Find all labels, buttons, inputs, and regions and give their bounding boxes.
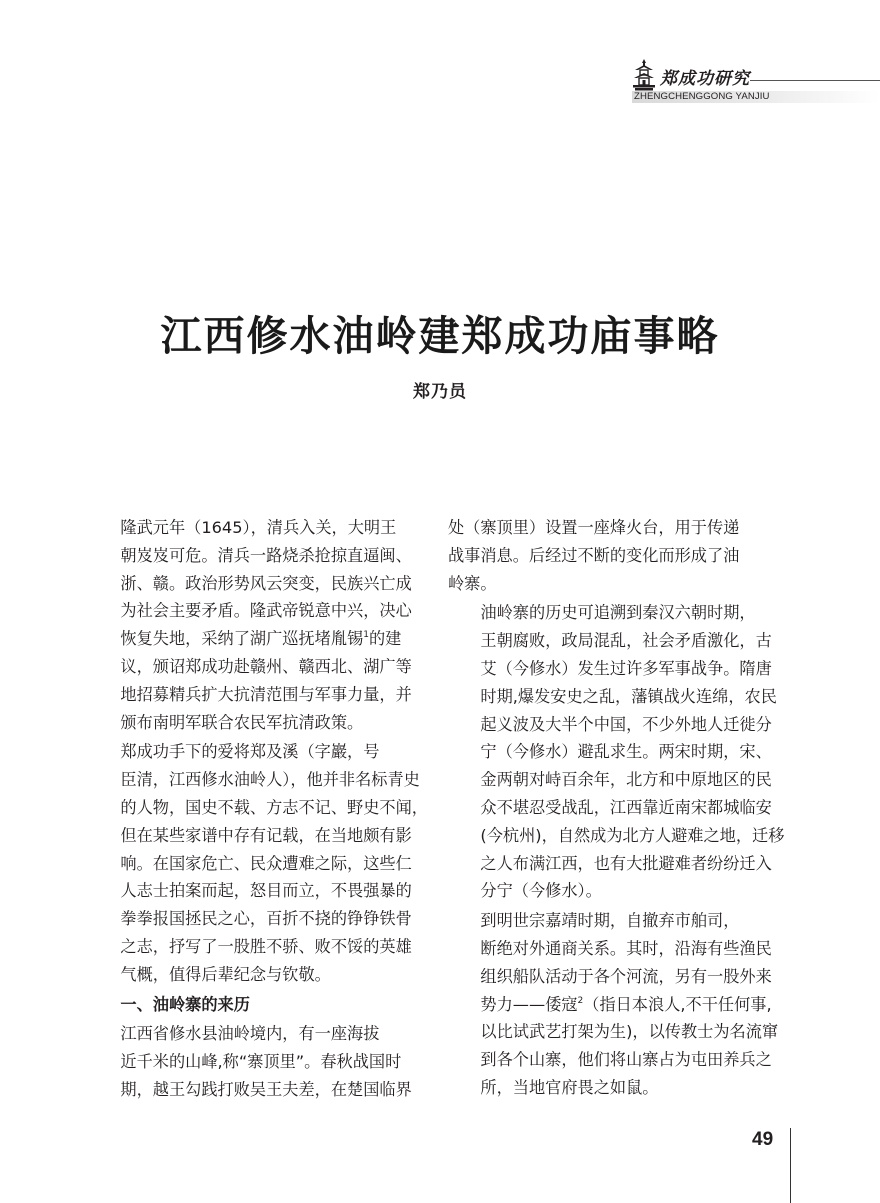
text-line: 气概，值得后辈纪念与钦敬。: [120, 964, 331, 984]
text-line: 处（寨顶里）设置一座烽火台，用于传递: [448, 518, 740, 537]
text-segment: 势力——倭寇: [480, 994, 578, 1014]
text-line: (今杭州)，自然成为北方人避难之地，迁移: [480, 825, 785, 845]
journal-title: 郑成功研究: [660, 69, 750, 89]
text-line: 地招募精兵扩大抗清范围与军事力量，并: [120, 684, 412, 704]
paragraph: [88, 1020, 434, 1103]
section-heading: 一、油岭寨的来历: [120, 994, 250, 1014]
text-segment: （指日本浪人,不干任何事,: [583, 994, 772, 1014]
text-line: 组织船队活动于各个河流，另有一股外来: [480, 966, 772, 986]
page-number-rule: [790, 1128, 791, 1203]
text-line: 臣清，江西修水油岭人），他并非名标青史: [120, 770, 420, 790]
text-line: 为社会主要矛盾。隆武帝锐意中兴，决心: [120, 601, 412, 621]
text-line: 起义波及大半个中国，不少外地人迁徙分: [480, 714, 772, 734]
text-line: 众不堪忍受战乱，江西靠近南宋都城临安: [480, 797, 772, 817]
text-line: 浙、赣。政治形势风云突变，民族兴亡成: [120, 573, 412, 593]
text-line: 到明世宗嘉靖时期，自撤弃市舶司，: [480, 911, 740, 931]
text-line: 分宁（今修水）。: [480, 881, 602, 901]
text-line: 以比试武艺打架为生)，以传教士为名流窜: [480, 1022, 779, 1042]
text-segment: 的建: [368, 629, 402, 649]
text-line: 颁布南明军联合农民军抗清政策。: [120, 712, 364, 732]
text-line: 王朝腐败，政局混乱，社会矛盾激化，古: [480, 631, 772, 651]
right-column: [448, 514, 791, 1104]
text-segment: 恢复失地，采纳了湖广巡抚堵胤锡: [120, 629, 364, 649]
text-line: 的人物，国史不载、方志不记、野史不闻，: [120, 797, 428, 817]
text-line: 断绝对外通商关系。其时，沿海有些渔民: [480, 938, 772, 958]
paragraph: [448, 599, 791, 905]
article-author: 郑乃员: [413, 382, 467, 402]
text-line: 宁（今修水）避乱求生。两宋时期，宋、: [480, 742, 772, 762]
paragraph: [88, 514, 434, 736]
footnote-marker: 1: [363, 630, 369, 641]
text-line: 人志士拍案而起，怒目而立，不畏强暴的: [120, 881, 412, 901]
footnote-marker: 2: [577, 995, 584, 1006]
text-line: 江西省修水县油岭境内，有一座海拔: [120, 1024, 380, 1044]
paragraph: [88, 738, 434, 988]
text-line: 之志，抒写了一股胜不骄、败不馁的英雄: [120, 936, 412, 956]
text-line: 时期,爆发安史之乱，藩镇战火连绵，农民: [480, 686, 777, 706]
paragraph: [448, 907, 791, 1102]
text-line: 郑成功手下的爱将郑及溪（字巖，号: [120, 742, 380, 762]
pagoda-logo-icon: [632, 58, 656, 92]
left-column: [88, 514, 434, 1106]
text-line: 艾（今修水）发生过许多军事战争。隋唐: [480, 658, 772, 678]
header-rule: [750, 80, 880, 81]
text-line: 期，越王勾践打败吴王夫差，在楚国临界: [120, 1079, 412, 1099]
article-title: 江西修水油岭建郑成功庙事略: [160, 312, 720, 360]
text-line: 油岭寨的历史可追溯到秦汉六朝时期，: [480, 603, 756, 623]
text-line: 之人布满江西，也有大批避难者纷纷迁入: [480, 853, 772, 873]
text-line: 朝岌岌可危。清兵一路烧杀抢掠直逼闽、: [120, 545, 412, 565]
text-line: 所，当地官府畏之如鼠。: [480, 1077, 659, 1097]
text-line: 岭寨。: [448, 573, 497, 593]
text-line: 金两朝对峙百余年，北方和中原地区的民: [480, 770, 772, 790]
page-number: 49: [752, 1129, 774, 1150]
text-line: [88, 625, 434, 653]
text-line: 但在某些家谱中存有记载，在当地颇有影: [120, 825, 412, 845]
text-line: [448, 991, 791, 1019]
text-line: 到各个山寨，他们将山寨占为屯田养兵之: [480, 1050, 772, 1070]
text-line: 隆武元年（1645），清兵入关，大明王: [120, 518, 397, 537]
text-line: 响。在国家危亡、民众遭难之际，这些仁: [120, 853, 412, 873]
text-line: 拳拳报国拯民之心，百折不挠的铮铮铁骨: [120, 909, 412, 929]
paragraph: [448, 514, 791, 597]
text-line: 议，颁诏郑成功赴赣州、赣西北、湖广等: [120, 656, 412, 676]
text-line: 近千米的山峰,称“寨顶里”。春秋战国时: [120, 1052, 402, 1072]
journal-subtitle: ZHENGCHENGGONG YANJIU: [634, 91, 770, 102]
text-line: 战事消息。后经过不断的变化而形成了油: [448, 545, 740, 565]
